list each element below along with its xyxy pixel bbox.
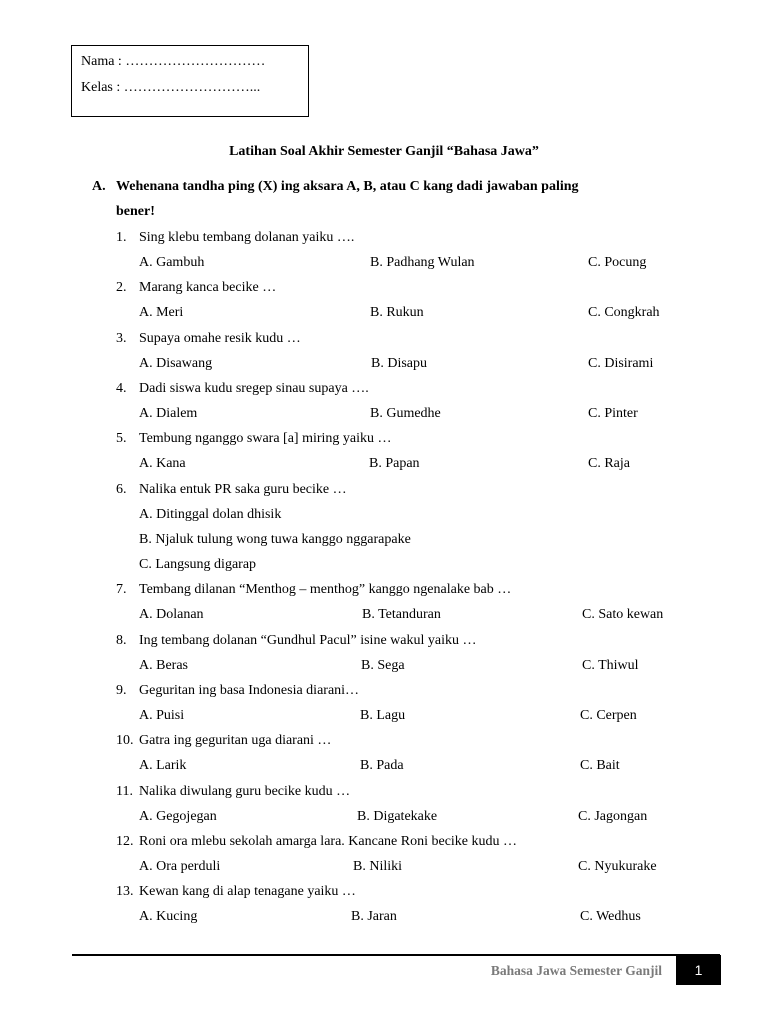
question-number: 7. [116, 582, 127, 597]
question-number: 12. [116, 834, 134, 849]
question-text: Marang kanca becike … [139, 280, 277, 295]
question-number: 11. [116, 784, 133, 799]
question-number: 13. [116, 884, 134, 899]
question-text: Tembang dilanan “Menthog – menthog” kanggo ngenalake bab … [139, 582, 512, 597]
question-text: Kewan kang di alap tenagane yaiku … [139, 884, 356, 899]
option-a[interactable]: A. Kucing [139, 909, 198, 924]
option-b[interactable]: B. Gumedhe [370, 406, 441, 421]
option-a[interactable]: A. Beras [139, 658, 188, 673]
option-b[interactable]: B. Disapu [371, 356, 427, 371]
question-number: 4. [116, 381, 127, 396]
question-text: Gatra ing geguritan uga diarani … [139, 733, 332, 748]
question-number: 5. [116, 431, 127, 446]
question-text: Roni ora mlebu sekolah amarga lara. Kancane Roni becike kudu … [139, 834, 518, 849]
option-c[interactable]: C. Pinter [588, 406, 638, 421]
class-field[interactable]: Kelas : ………………………... [81, 80, 261, 95]
option-b[interactable]: B. Papan [369, 456, 420, 471]
option-b[interactable]: B. Niliki [353, 859, 403, 874]
question-text: Nalika diwulang guru becike kudu … [139, 784, 351, 799]
document-title: Latihan Soal Akhir Semester Ganjil “Bahasa Jawa” [229, 144, 539, 159]
question-text: Nalika entuk PR saka guru becike … [139, 482, 347, 497]
option-b[interactable]: B. Digatekake [357, 809, 438, 824]
question-number: 2. [116, 280, 127, 295]
option-a[interactable]: A. Disawang [139, 356, 213, 371]
option-c[interactable]: C. Thiwul [582, 658, 639, 673]
option-b[interactable]: B. Tetanduran [362, 607, 441, 622]
option-c[interactable]: C. Cerpen [580, 708, 637, 723]
option-a[interactable]: A. Kana [139, 456, 186, 471]
option-c[interactable]: C. Disirami [588, 356, 654, 371]
question-number: 9. [116, 683, 127, 698]
option-a[interactable]: A. Ditinggal dolan dhisik [139, 507, 282, 522]
option-a[interactable]: A. Dialem [139, 406, 198, 421]
option-c[interactable]: C. Sato kewan [582, 607, 664, 622]
question-number: 6. [116, 482, 127, 497]
option-b[interactable]: B. Njaluk tulung wong tuwa kanggo nggarapake [139, 532, 411, 547]
option-b[interactable]: B. Rukun [370, 305, 424, 320]
footer-text: Bahasa Jawa Semester Ganjil [490, 963, 662, 978]
question-number: 10. [116, 733, 134, 748]
option-c[interactable]: C. Nyukurake [578, 859, 657, 874]
option-b[interactable]: B. Sega [361, 658, 405, 673]
question-text: Dadi siswa kudu sregep sinau supaya …. [139, 381, 369, 396]
question-number: 8. [116, 633, 127, 648]
option-b[interactable]: B. Jaran [351, 909, 397, 924]
option-c[interactable]: C. Jagongan [578, 809, 648, 824]
question-text: Tembung nganggo swara [a] miring yaiku … [139, 431, 392, 446]
student-info-box [71, 45, 309, 117]
option-c[interactable]: C. Bait [580, 758, 620, 773]
question-number: 1. [116, 230, 127, 245]
option-b[interactable]: B. Lagu [360, 708, 406, 723]
page-number: 1 [676, 955, 721, 985]
question-text: Sing klebu tembang dolanan yaiku …. [139, 230, 355, 245]
option-c[interactable]: C. Wedhus [580, 909, 641, 924]
option-c[interactable]: C. Pocung [588, 255, 647, 270]
section-letter: A. [92, 179, 106, 194]
footer-divider [72, 954, 720, 956]
section-instruction-line1: Wehenana tandha ping (X) ing aksara A, B, atau C kang dadi jawaban paling [116, 179, 579, 194]
name-field[interactable]: Nama : ………………………… [81, 54, 266, 69]
option-a[interactable]: A. Puisi [139, 708, 185, 723]
option-a[interactable]: A. Ora perduli [139, 859, 221, 874]
question-text: Geguritan ing basa Indonesia diarani… [139, 683, 360, 698]
section-instruction-line2: bener! [116, 204, 155, 219]
option-a[interactable]: A. Larik [139, 758, 187, 773]
option-c[interactable]: C. Congkrah [588, 305, 660, 320]
option-a[interactable]: A. Gambuh [139, 255, 205, 270]
option-a[interactable]: A. Meri [139, 305, 184, 320]
question-text: Supaya omahe resik kudu … [139, 331, 301, 346]
question-number: 3. [116, 331, 127, 346]
question-text: Ing tembang dolanan “Gundhul Pacul” isine wakul yaiku … [139, 633, 477, 648]
option-a[interactable]: A. Gegojegan [139, 809, 217, 824]
option-c[interactable]: C. Langsung digarap [139, 557, 257, 572]
option-b[interactable]: B. Pada [360, 758, 404, 773]
option-a[interactable]: A. Dolanan [139, 607, 204, 622]
option-b[interactable]: B. Padhang Wulan [370, 255, 475, 270]
option-c[interactable]: C. Raja [588, 456, 630, 471]
